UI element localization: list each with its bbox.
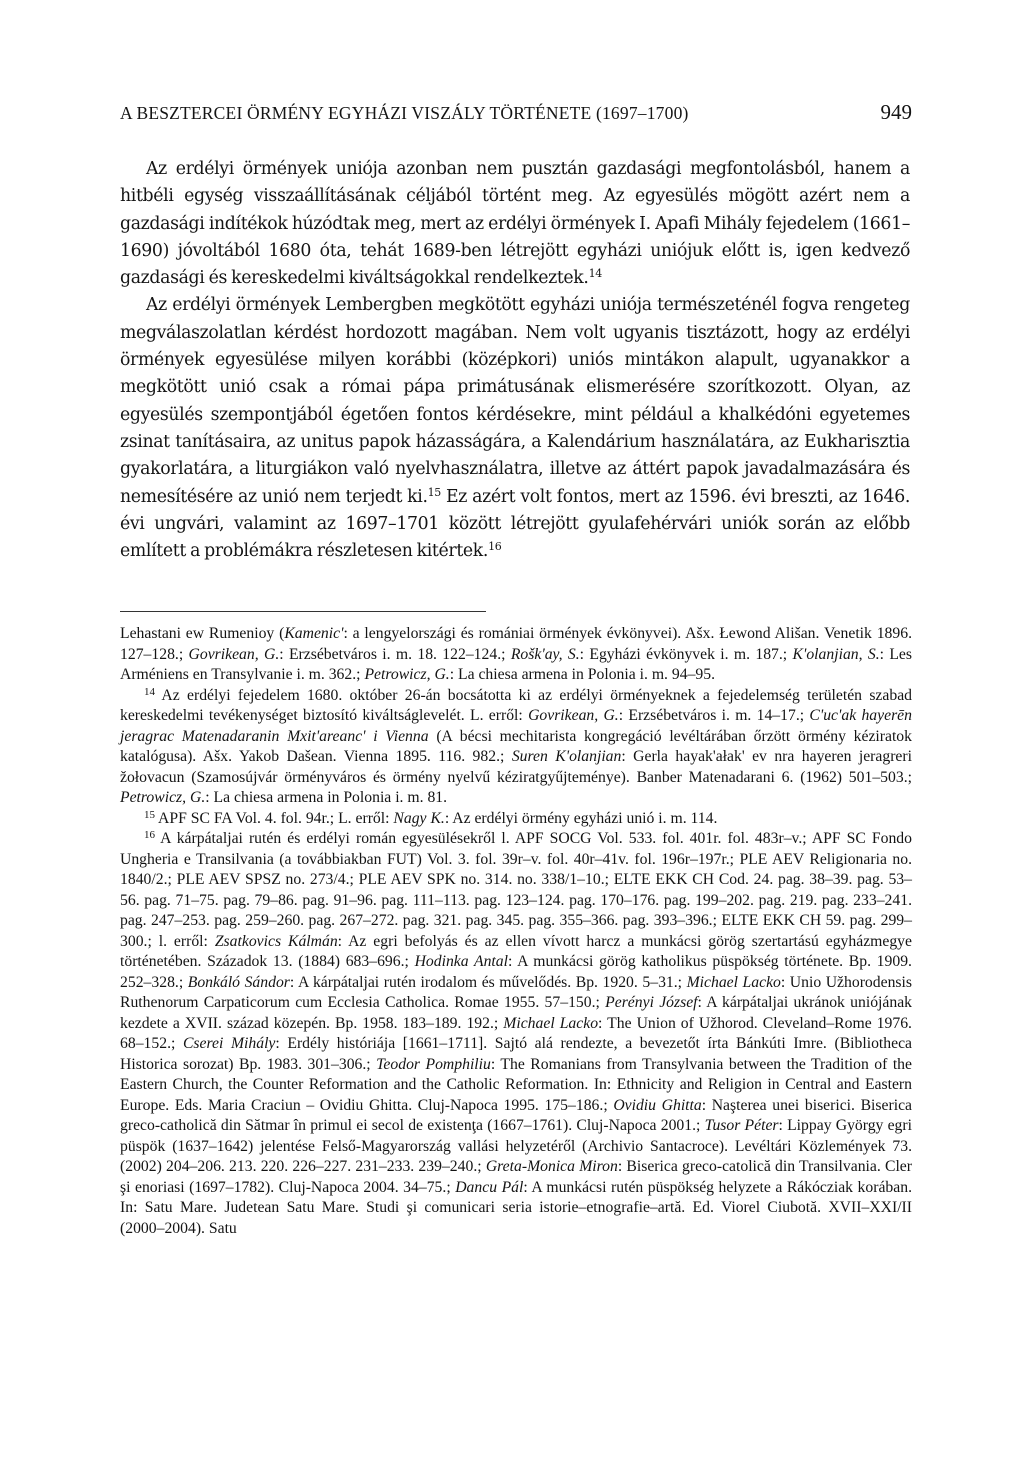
fn-title: C'uc'ak hayerēn jeragrac Matenadaranin Mxit'areanc' i Vienna	[120, 707, 912, 745]
fn-text: : A kárpátaljai rutén irodalom és művelődés. Bp. 1920. 5–31.;	[289, 973, 687, 991]
fn-text: : Az egri befolyás és az ellen vívott harcz a munkácsi görög szertartású egyházmegye történetében. Századok 13. (1884) 683–696.;	[120, 932, 912, 970]
fn-text: : A kárpátaljai ukránok uniójának kezdete a XVII. század közepén. Bp. 1958. 183–189. 192.;	[120, 994, 913, 1032]
footnote-ref-15: 15	[427, 485, 441, 499]
fn-text: : La chiesa armena in Polonia i. m. 94–95.	[449, 666, 716, 683]
footnotes	[120, 624, 912, 1239]
fn-author: Govrikean, G.	[188, 645, 280, 663]
fn-author: Teodor Pomphiliu	[376, 1055, 491, 1073]
fn-text: Lehastani ew Rumenioy (	[120, 625, 285, 642]
fn-author: Michael Lacko	[503, 1014, 599, 1032]
fn-text: : Az erdélyi örmény egyházi unió i. m. 114.	[444, 809, 718, 827]
fn-author: Dancu Pál	[455, 1178, 524, 1196]
footnote-ref-14: 14	[588, 267, 602, 281]
fn-text: : Les Arméniens en Transylvanie i. m. 362.;	[120, 645, 913, 683]
fn-author: Perényi József	[605, 994, 698, 1011]
fn-author: Petrowicz, G.	[120, 789, 206, 806]
footnote-separator	[120, 611, 486, 612]
fn-author: Michael Lacko	[686, 973, 781, 991]
footnote-13-continuation	[120, 624, 912, 686]
fn-author: Greta-Monica Miron	[485, 1158, 618, 1175]
fn-author: Tusor Péter	[704, 1117, 779, 1134]
fn-author: K'olanjian, S.	[792, 645, 880, 663]
footnote-number: 15	[144, 808, 155, 821]
paragraph-2	[120, 292, 910, 565]
fn-author: Hodinka Antal	[414, 953, 508, 970]
fn-text: : Erzsébetváros i. m. 18. 122–124.;	[279, 645, 511, 663]
fn-text: : The Romanians from Transylvania between the Tradition of the Eastern Church, the Counter Reformation and the Catholic Reformation. In: Ethnicity and Religion in Central and Eastern Europe. Eds. Maria Craciun – Ovidiu Ghitta. Cluj-Napoca 1995. 175–186.;	[120, 1055, 912, 1114]
fn-text: : A munkácsi görög katholikus püspökség története. Bp. 1909. 252–328.;	[120, 953, 912, 991]
fn-text: : Naşterea unei biserici. Biserica greco-catholică din Sătmar în primul ei secol de existenţa (1667–1761). Cluj-Napoca 2001.;	[120, 1096, 912, 1134]
fn-text: : The Union of Užhorod. Cleveland–Rome 1976. 68–152.;	[120, 1014, 912, 1052]
footnote-ref-16: 16	[488, 540, 502, 554]
fn-author: Zsatkovics Kálmán	[214, 932, 338, 950]
fn-author: Ovidiu Ghitta	[613, 1096, 702, 1114]
fn-author: Govrikean, G.	[528, 707, 619, 724]
fn-author: Cserei Mihály	[182, 1035, 276, 1052]
fn-text: Az erdélyi fejedelem 1680. október 26-án bocsátotta ki az erdélyi örményeknek a fejedelemség területén szabad kereskedelmi tevékenységet biztosító kiváltságlevelét. L. erről:	[120, 686, 912, 724]
fn-author: Nagy K.	[393, 809, 445, 827]
fn-author: Bonkáló Sándor	[187, 973, 290, 991]
page-header	[120, 100, 912, 130]
fn-text: : La chiesa armena in Polonia i. m. 81.	[205, 789, 448, 806]
fn-text: : Lippay György egri püspök (1637–1642) jelentése Felső-Magyarország vallási helyzetéről (Archivio Santacroce). Levéltári Közlemények 73. (2002) 204–206. 213. 220. 226–227. 231–233. 239–240.;	[120, 1117, 912, 1175]
main-text	[120, 156, 910, 565]
fn-author: Rošk'ay, S.	[510, 645, 580, 663]
paragraph-1	[120, 156, 910, 292]
fn-text: : Erzsébetváros i. m. 14–17.;	[618, 707, 810, 724]
page-number: 949	[880, 100, 912, 124]
fn-title: Kamenic'	[284, 625, 344, 642]
fn-author: Petrowicz, G.	[364, 666, 450, 683]
fn-text: (A bécsi mechitarista kongregáció levéltárában őrzött örmény kéziratok katalógusa). Ašx. Yakob Dašean. Vienna 1895. 116. 982.;	[120, 727, 912, 765]
running-head: A BESZTERCEI ÖRMÉNY EGYHÁZI VISZÁLY TÖRTÉNETE (1697–1700)	[120, 103, 689, 123]
fn-text: A kárpátaljai rutén és erdélyi román egyesülésekről l. APF SOCG Vol. 533. fol. 401r. fol. 483r–v.; APF SC Fondo Ungheria e Transilvania (a továbbiakban FUT) Vol. 3. fol. 39r–v. fol. 40r–41v. fol. 196r–197r.; PLE AEV Religionaria no. 1840/2.; PLE AEV SPSZ no. 273/4.; PLE AEV SPK no. 314. no. 338/1–10.; ELTE EKK CH Cod. 24. pag. 38–39. pag. 53–56. pag. 71–75. pag. 79–86. pag. 91–96. pag. 111–113. pag. 123–124. pag. 170–176. pag. 199–202. pag. 219. pag. 233–241. pag. 247–253. pag. 259–260. pag. 267–272. pag. 321. pag. 345. pag. 355–366. pag. 393–396.; ELTE EKK CH 59. pag. 299–300.; l. erről:	[120, 830, 912, 950]
fn-text: : Biserica greco-catolică din Transilvania. Cler şi enoriasi (1697–1782). Cluj-Napoca 2004. 34–75.;	[120, 1158, 912, 1196]
fn-text: : Egyházi évkönyvek i. m. 187.;	[579, 645, 793, 663]
paragraph-2-text-cont: Ez azért volt fontos, mert az 1596. évi breszti, az 1646. évi ungvári, valamint az 1697–1701 között létrejött gyulafehérvári uniók során az előbb említett a problémákra részletesen kitértek.	[120, 486, 910, 562]
footnote-14	[120, 686, 912, 809]
paragraph-2-text: Az erdélyi örmények Lembergben megkötött egyházi uniója természeténél fogva rengeteg megválaszolatlan kérdést hordozott magában. Nem volt ugyanis tisztázott, hogy az erdélyi örmények egyesülése milyen korábbi (középkori) uniós mintákon alapult, ugyanakkor a megkötött unió csak a római pápa primátusának elismerésére szorítkozott. Olyan, az egyesülés szempontjából égetően fontos kérdésekre, mint például a khalkédóni egyetemes zsinat tanításaira, az unitus papok házasságára, a Kalendárium használatára, az Eukharisztia gyakorlatára, a liturgiákon való nyelvhasználatra, illetve az áttért papok javadalmazására és nemesítésére az unió nem terjedt ki.	[120, 295, 910, 507]
fn-text: APF SC FA Vol. 4. fol. 94r.; L. erről:	[155, 809, 394, 827]
paragraph-1-text: Az erdélyi örmények uniója azonban nem pusztán gazdasági megfontolásból, hanem a hitbéli egység visszaállításának céljából történt meg. Az egyesülés mögött azért nem a gazdasági indítékok húzódtak meg, mert az erdélyi örmények I. Apafi Mihály fejedelem (1661–1690) jóvoltából 1680 óta, tehát 1689-ben létrejött egyházi uniójuk előtt is, igen kedvező gazdasági és kereskedelmi kiváltságokkal rendelkeztek.	[120, 159, 910, 289]
fn-text: : A munkácsi rutén püspökség helyzete a Rákócziak korában. In: Satu Mare. Judetean Satu Mare. Studi şi comunicari seria istorie–etnografie–artă. Ed. Viorel Ciubotă. XVII–XXI/II (2000–2004). Satu	[120, 1178, 913, 1237]
footnote-15	[120, 809, 912, 830]
fn-text: : Unio Užhorodensis Ruthenorum Carpaticorum cum Ecclesia Catholica. Romae 1955. 57–150.;	[120, 973, 912, 1011]
fn-author: Suren K'olanjian	[511, 748, 622, 765]
fn-text: : a lengyelországi és romániai örmények évkönyvei). Ašx. Łewond Ališan. Venetik 1896. 127–128.;	[120, 625, 913, 663]
footnote-number: 14	[144, 685, 155, 698]
fn-text: : Gerla hayak'ałak' ev nra hayeren jeragreri žołovacun (Szamosújvár örményváros és örmény nyelvű kéziratgyűjteménye). Banber Matenadarani 6. (1962) 501–503.;	[120, 748, 912, 786]
footnote-number: 16	[144, 829, 155, 841]
footnote-16	[120, 829, 912, 1239]
fn-text: : Erdély históriája [1661–1711]. Sajtó alá rendezte, a bevezetőt írta Bánkúti Imre. (Bibliotheca Historica sorozat) Bp. 1983. 301–306.;	[120, 1035, 913, 1073]
